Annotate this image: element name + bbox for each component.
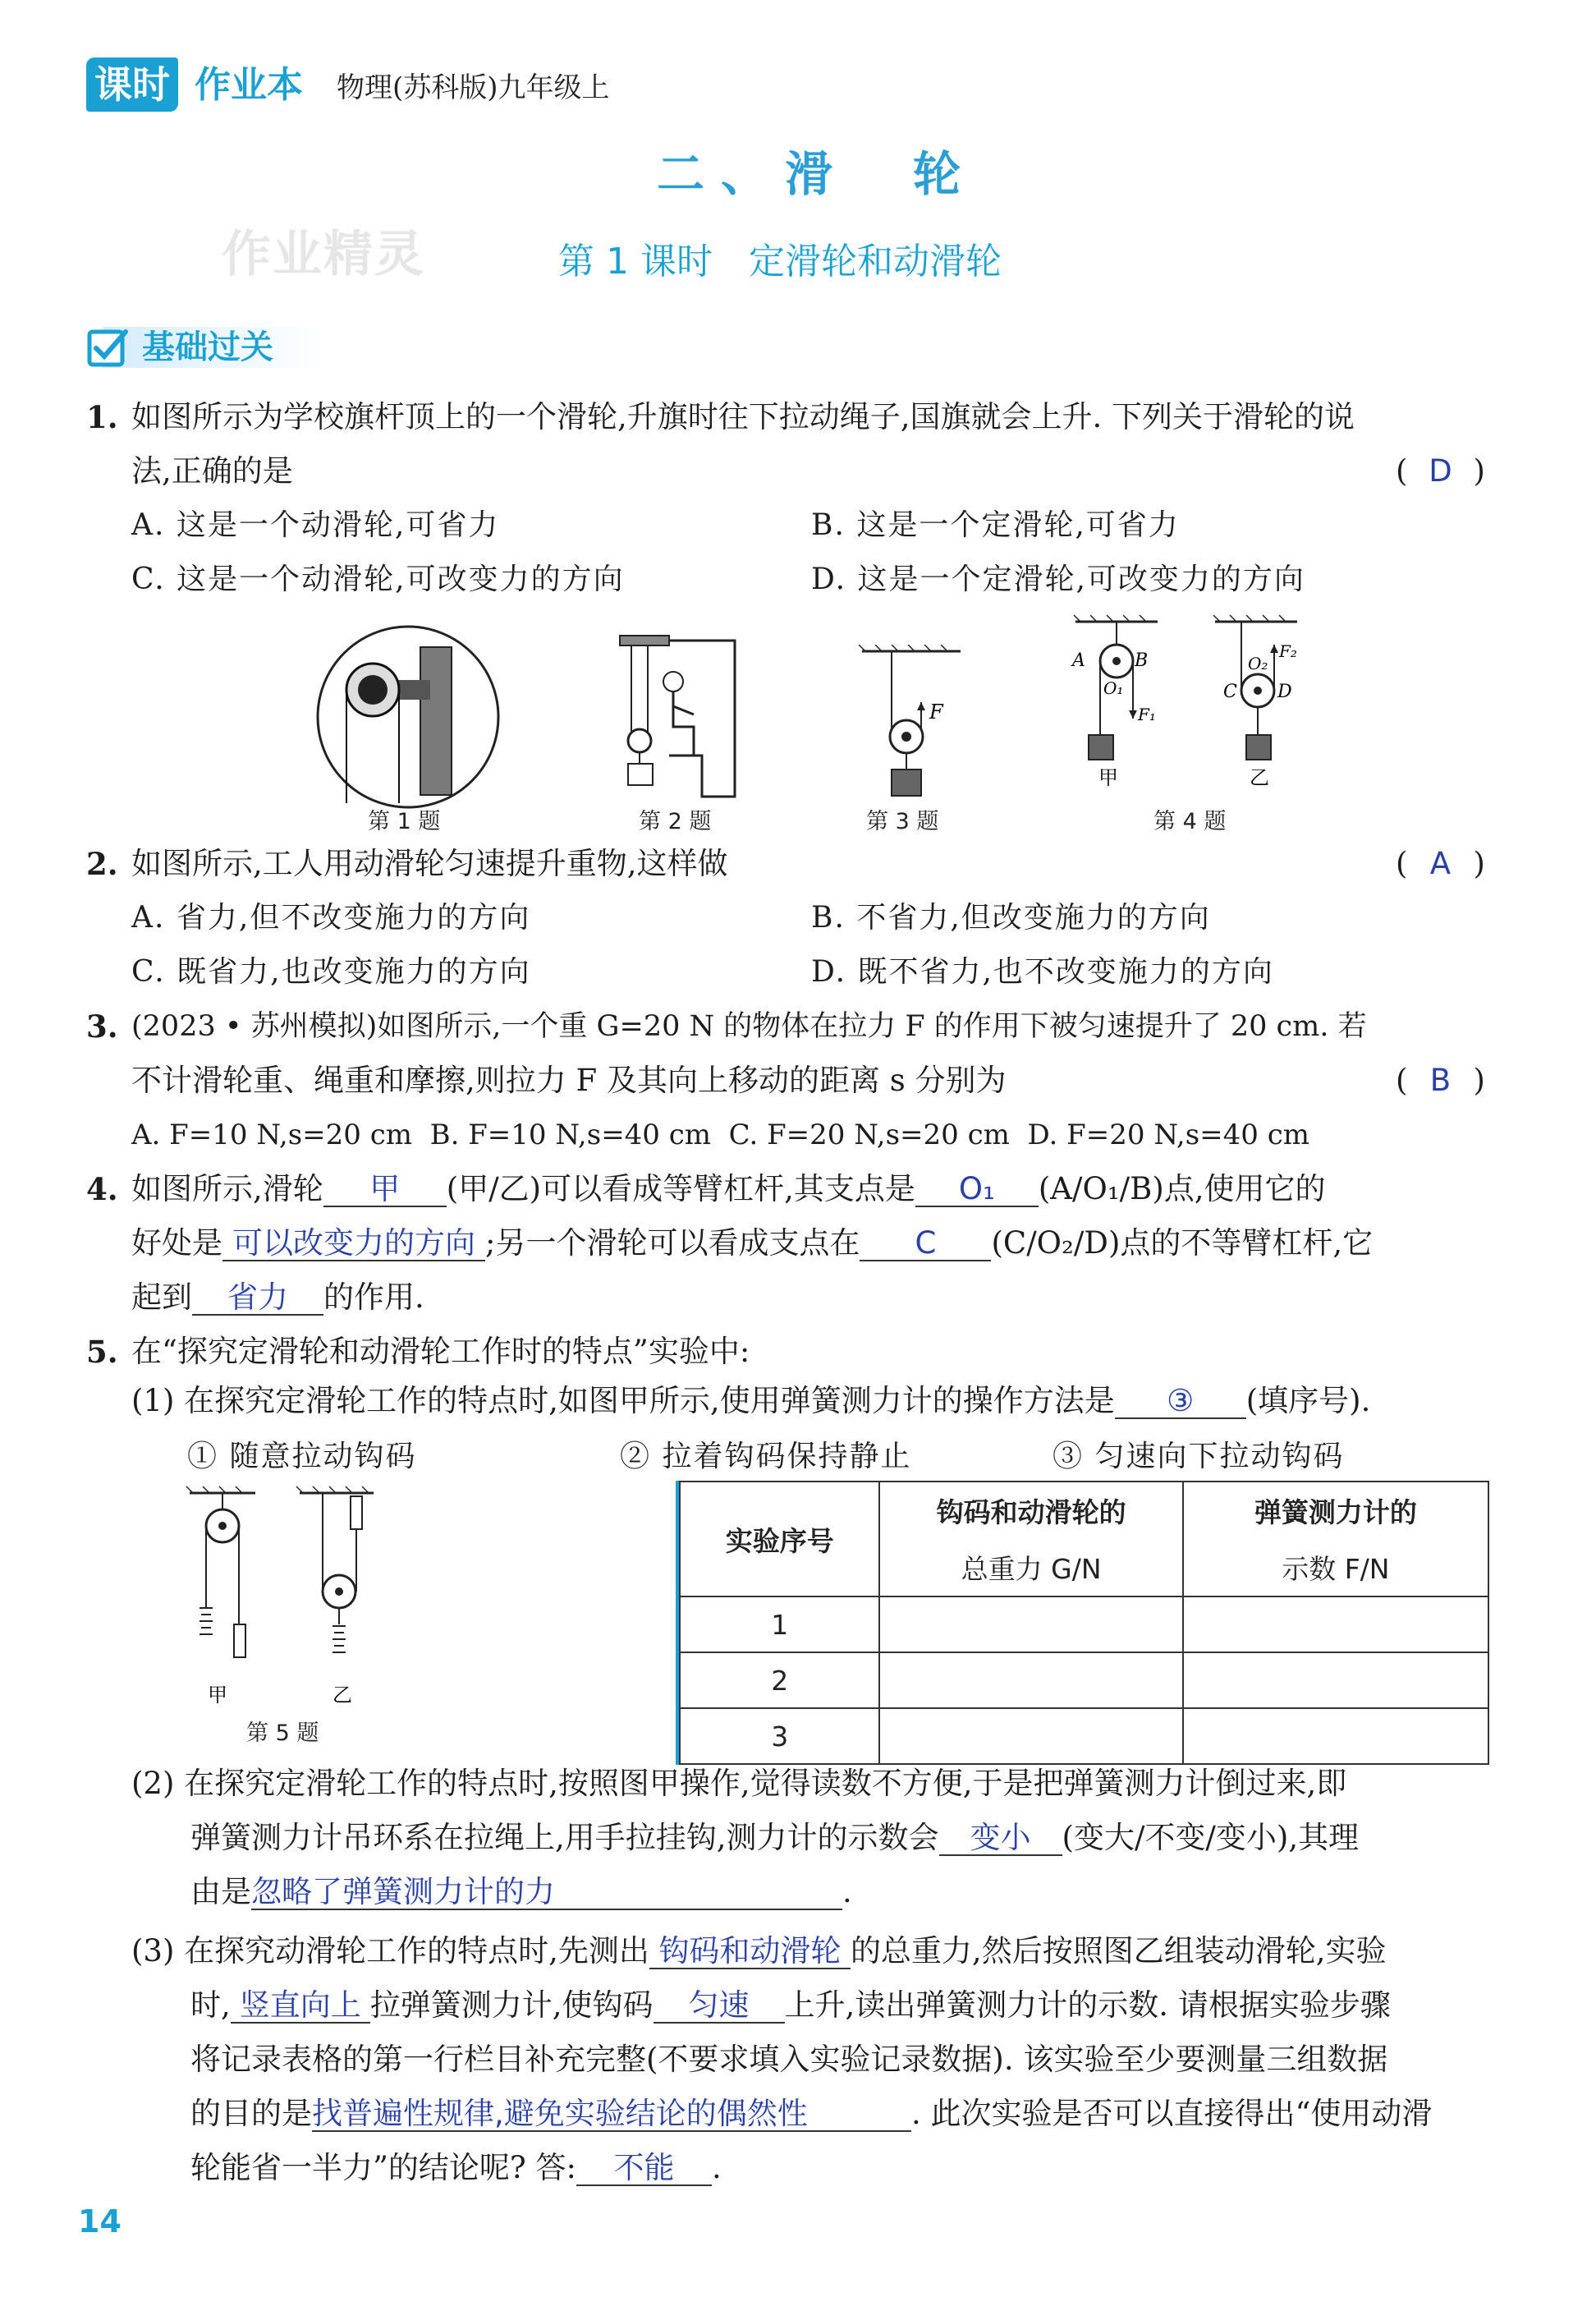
- fig4-label-F2: F₂: [1279, 641, 1297, 661]
- figure-2-worker-pulley: [612, 632, 751, 805]
- q3-options: A. F=10 N,s=20 cm B. F=10 N,s=40 cm C. F=20 N,s=20 cm D. F=20 N,s=40 cm: [131, 1119, 1309, 1151]
- fig4-label-C: C: [1223, 682, 1237, 702]
- figure-2-caption: 第 2 题: [639, 809, 712, 834]
- fig4-label-jia: 甲: [1098, 766, 1118, 789]
- q5-part2-text-c: 由是: [190, 1874, 251, 1909]
- record-table: [679, 1481, 1489, 1765]
- table-cell: [1183, 1652, 1488, 1708]
- q1-stem-line1: 如图所示为学校旗杆顶上的一个滑轮,升旗时往下拉动绳子,国旗就会上升. 下列关于滑轮的说: [131, 399, 1355, 434]
- q4-text-6: (C/O₂/D)点的不等臂杠杆,它: [991, 1225, 1374, 1261]
- table-row: [680, 1596, 1488, 1652]
- fig5-label-jia: 甲: [208, 1684, 227, 1707]
- table-cell: [879, 1596, 1182, 1652]
- q1-number: 1.: [86, 399, 118, 435]
- q5-part3-text-b: 的总重力,然后按照图乙组装动滑轮,实验: [850, 1933, 1387, 1969]
- q2-option-c: C. 既省力,也改变施力的方向: [131, 955, 531, 989]
- figure-3-movable-pulley: [854, 645, 969, 809]
- table-cell: [1183, 1708, 1488, 1764]
- q2-stem: 如图所示,工人用动滑轮匀速提升重物,这样做: [131, 846, 728, 881]
- q1-option-d: D. 这是一个定滑轮,可改变力的方向: [811, 563, 1305, 596]
- q4-text-1: 如图所示,滑轮: [131, 1171, 323, 1206]
- q5-part2-line1: (2) 在探究定滑轮工作的特点时,按照图甲操作,觉得读数不方便,于是把弹簧测力计倒过来,即: [131, 1766, 1347, 1801]
- q5-part3-answer-4: 找普遍性规律,避免实验结论的偶然性: [312, 2096, 808, 2131]
- q5-part3-line5: [190, 2147, 722, 2189]
- table-cell: [879, 1708, 1182, 1764]
- table-cell: [1183, 1596, 1488, 1652]
- q3-answer: B: [1429, 1063, 1452, 1098]
- table-header-reading: [1183, 1482, 1488, 1596]
- q4-line1: [131, 1168, 1326, 1211]
- q5-part3-text-i: .: [711, 2150, 722, 2185]
- table-header-reading-line2: 示数 F/N: [1282, 1553, 1390, 1585]
- q4-number: 4.: [86, 1171, 118, 1207]
- subject-label: 物理(苏科版)九年级上: [337, 71, 610, 104]
- q4-text-7: 起到: [131, 1279, 192, 1315]
- q4-answer-1: 甲: [369, 1171, 401, 1206]
- fig4-label-B: B: [1135, 650, 1149, 671]
- q3-stem-line2: 不计滑轮重、绳重和摩擦,则拉力 F 及其向上移动的距离 s 分别为: [131, 1063, 1007, 1098]
- q5-part3-answer-5: 不能: [613, 2150, 675, 2185]
- chapter-title: 二、滑 轮: [657, 146, 978, 202]
- q5-part3-answer-3: 匀速: [688, 1987, 750, 2023]
- q2-number: 2.: [86, 846, 118, 882]
- fig4-label-F1: F₁: [1138, 705, 1156, 724]
- q5-part3-line4: [190, 2093, 1432, 2135]
- q4-line3: [131, 1276, 424, 1319]
- logo-sub: 作业本: [195, 64, 303, 106]
- q5-part3-text-h: 轮能省一半力”的结论呢? 答:: [190, 2150, 576, 2185]
- q5-part3-answer-1: 钩码和动滑轮: [658, 1933, 842, 1969]
- q1-option-c: C. 这是一个动滑轮,可改变力的方向: [131, 563, 625, 596]
- q5-part2-text-b: (变大/不变/变小),其理: [1062, 1820, 1360, 1855]
- fig4-label-A: A: [1072, 650, 1085, 671]
- q3-number: 3.: [86, 1008, 118, 1045]
- fig3-label-F: F: [929, 701, 943, 724]
- q5-part2-text-a: 弹簧测力计吊环系在拉绳上,用手拉挂钩,测力计的示数会: [190, 1820, 939, 1855]
- table-header-weight-line2: 总重力 G/N: [961, 1553, 1102, 1585]
- q4-answer-3: 可以改变力的方向: [232, 1225, 475, 1261]
- figure-5-spring-scale-setup: [177, 1485, 398, 1723]
- q5-part2-answer-2: 忽略了弹簧测力计的力: [251, 1874, 555, 1909]
- q5-part3-text-f: 的目的是: [190, 2096, 312, 2131]
- fig4-label-yi: 乙: [1250, 766, 1269, 789]
- watermark: 作业精灵: [222, 226, 425, 283]
- table-row-index: 1: [680, 1596, 879, 1652]
- q5-part2-line2: [190, 1817, 1359, 1859]
- fig4-label-D: D: [1277, 682, 1292, 702]
- q5-number: 5.: [86, 1334, 118, 1370]
- q1-option-a: A. 这是一个动滑轮,可省力: [131, 508, 500, 542]
- q1-answer-paren: ( D ): [1396, 453, 1485, 489]
- q2-answer-paren: ( A ): [1396, 846, 1485, 881]
- q5-stem: 在“探究定滑轮和动滑轮工作时的特点”实验中:: [131, 1334, 750, 1369]
- table-header-weight: [879, 1482, 1182, 1596]
- q5-part3-line3: 将记录表格的第一行栏目补充完整(不要求填入实验记录数据). 该实验至少要测量三组数据: [190, 2042, 1388, 2077]
- q5-part1-text: (1) 在探究定滑轮工作的特点时,如图甲所示,使用弹簧测力计的操作方法是: [131, 1383, 1115, 1418]
- figure-1-caption: 第 1 题: [368, 809, 441, 834]
- q5-part3-text-d: 拉弹簧测力计,使钩码: [369, 1987, 654, 2023]
- checkbox-icon: [86, 325, 131, 370]
- table-row: [680, 1652, 1488, 1708]
- q5-part3-text-a: (3) 在探究动滑轮工作的特点时,先测出: [131, 1933, 649, 1969]
- fig5-label-yi: 乙: [332, 1684, 352, 1707]
- q5-part3-text-e: 上升,读出弹簧测力计的示数. 请根据实验步骤: [784, 1987, 1391, 2023]
- table-row-index: 3: [680, 1708, 879, 1764]
- q5-part3-line1: [131, 1930, 1386, 1973]
- q5-part3-text-g: . 此次实验是否可以直接得出“使用动滑: [911, 2096, 1433, 2131]
- q4-text-8: 的作用.: [323, 1279, 424, 1315]
- table-row: [680, 1708, 1488, 1764]
- q5-part2-line3: [190, 1871, 852, 1913]
- q5-choice-3: ③ 匀速向下拉动钩码: [1053, 1440, 1345, 1473]
- table-header-weight-line1: 钩码和动滑轮的: [936, 1496, 1126, 1528]
- q4-text-5: ;另一个滑轮可以看成支点在: [485, 1225, 860, 1261]
- q1-answer: D: [1429, 453, 1452, 489]
- q1-option-b: B. 这是一个定滑轮,可省力: [811, 508, 1180, 542]
- lesson-title: 第 1 课时 定滑轮和动滑轮: [558, 241, 1002, 283]
- table-header-trial: 实验序号: [680, 1482, 879, 1596]
- logo-main: 课时: [86, 57, 178, 112]
- q5-part1-answer: ③: [1167, 1383, 1195, 1418]
- q4-answer-2: O₁: [958, 1171, 995, 1206]
- fig4-label-O1: O₁: [1103, 678, 1124, 698]
- q4-answer-4: C: [915, 1225, 937, 1261]
- q5-part1-tail: (填序号).: [1245, 1383, 1371, 1418]
- figure-3-caption: 第 3 题: [866, 809, 939, 834]
- section-header: [86, 322, 316, 373]
- table-header-row: [680, 1482, 1488, 1596]
- figure-4-pulleys: [1067, 612, 1314, 792]
- table-row-index: 2: [680, 1652, 879, 1708]
- figure-5-caption: 第 5 题: [246, 1720, 319, 1746]
- q3-answer-paren: ( B ): [1396, 1063, 1485, 1098]
- q2-answer: A: [1429, 846, 1452, 881]
- page-number: 14: [78, 2203, 122, 2240]
- table-header-reading-line1: 弹簧测力计的: [1254, 1496, 1417, 1528]
- q5-part3-line2: [190, 1984, 1391, 2027]
- figure-1-flagpole-pulley: [314, 622, 502, 811]
- q4-answer-5: 省力: [227, 1279, 288, 1315]
- q4-text-2: (甲/乙)可以看成等臂杠杆,其支点是: [446, 1171, 915, 1206]
- q5-part1: [131, 1380, 1370, 1422]
- q5-choice-2: ② 拉着钩码保持静止: [620, 1440, 912, 1473]
- q3-stem-line1: (2023 • 苏州模拟)如图所示,一个重 G=20 N 的物体在拉力 F 的作用下被匀速提升了 20 cm. 若: [131, 1010, 1367, 1043]
- header: [86, 57, 743, 115]
- q4-text-3: (A/O₁/B)点,使用它的: [1038, 1171, 1326, 1206]
- q5-part2-text-d: .: [842, 1874, 852, 1909]
- q4-text-4: 好处是: [131, 1225, 222, 1261]
- q5-part3-text-c: 时,: [190, 1987, 231, 2023]
- figure-4-caption: 第 4 题: [1153, 809, 1227, 834]
- section-label: 基础过关: [142, 328, 273, 366]
- fig4-label-O2: O₂: [1248, 654, 1268, 673]
- table-cell: [879, 1652, 1182, 1708]
- q4-line2: [131, 1222, 1373, 1265]
- q5-part3-answer-2: 竖直向上: [239, 1987, 361, 2023]
- q5-part2-answer-1: 变小: [970, 1820, 1031, 1855]
- record-table-wrap: [676, 1481, 1489, 1765]
- q5-choice-1: ① 随意拉动钩码: [187, 1440, 417, 1473]
- q2-option-b: B. 不省力,但改变施力的方向: [811, 901, 1211, 935]
- q2-option-d: D. 既不省力,也不改变施力的方向: [811, 955, 1274, 989]
- q1-stem-line2: 法,正确的是: [131, 453, 293, 489]
- q2-option-a: A. 省力,但不改变施力的方向: [131, 901, 531, 935]
